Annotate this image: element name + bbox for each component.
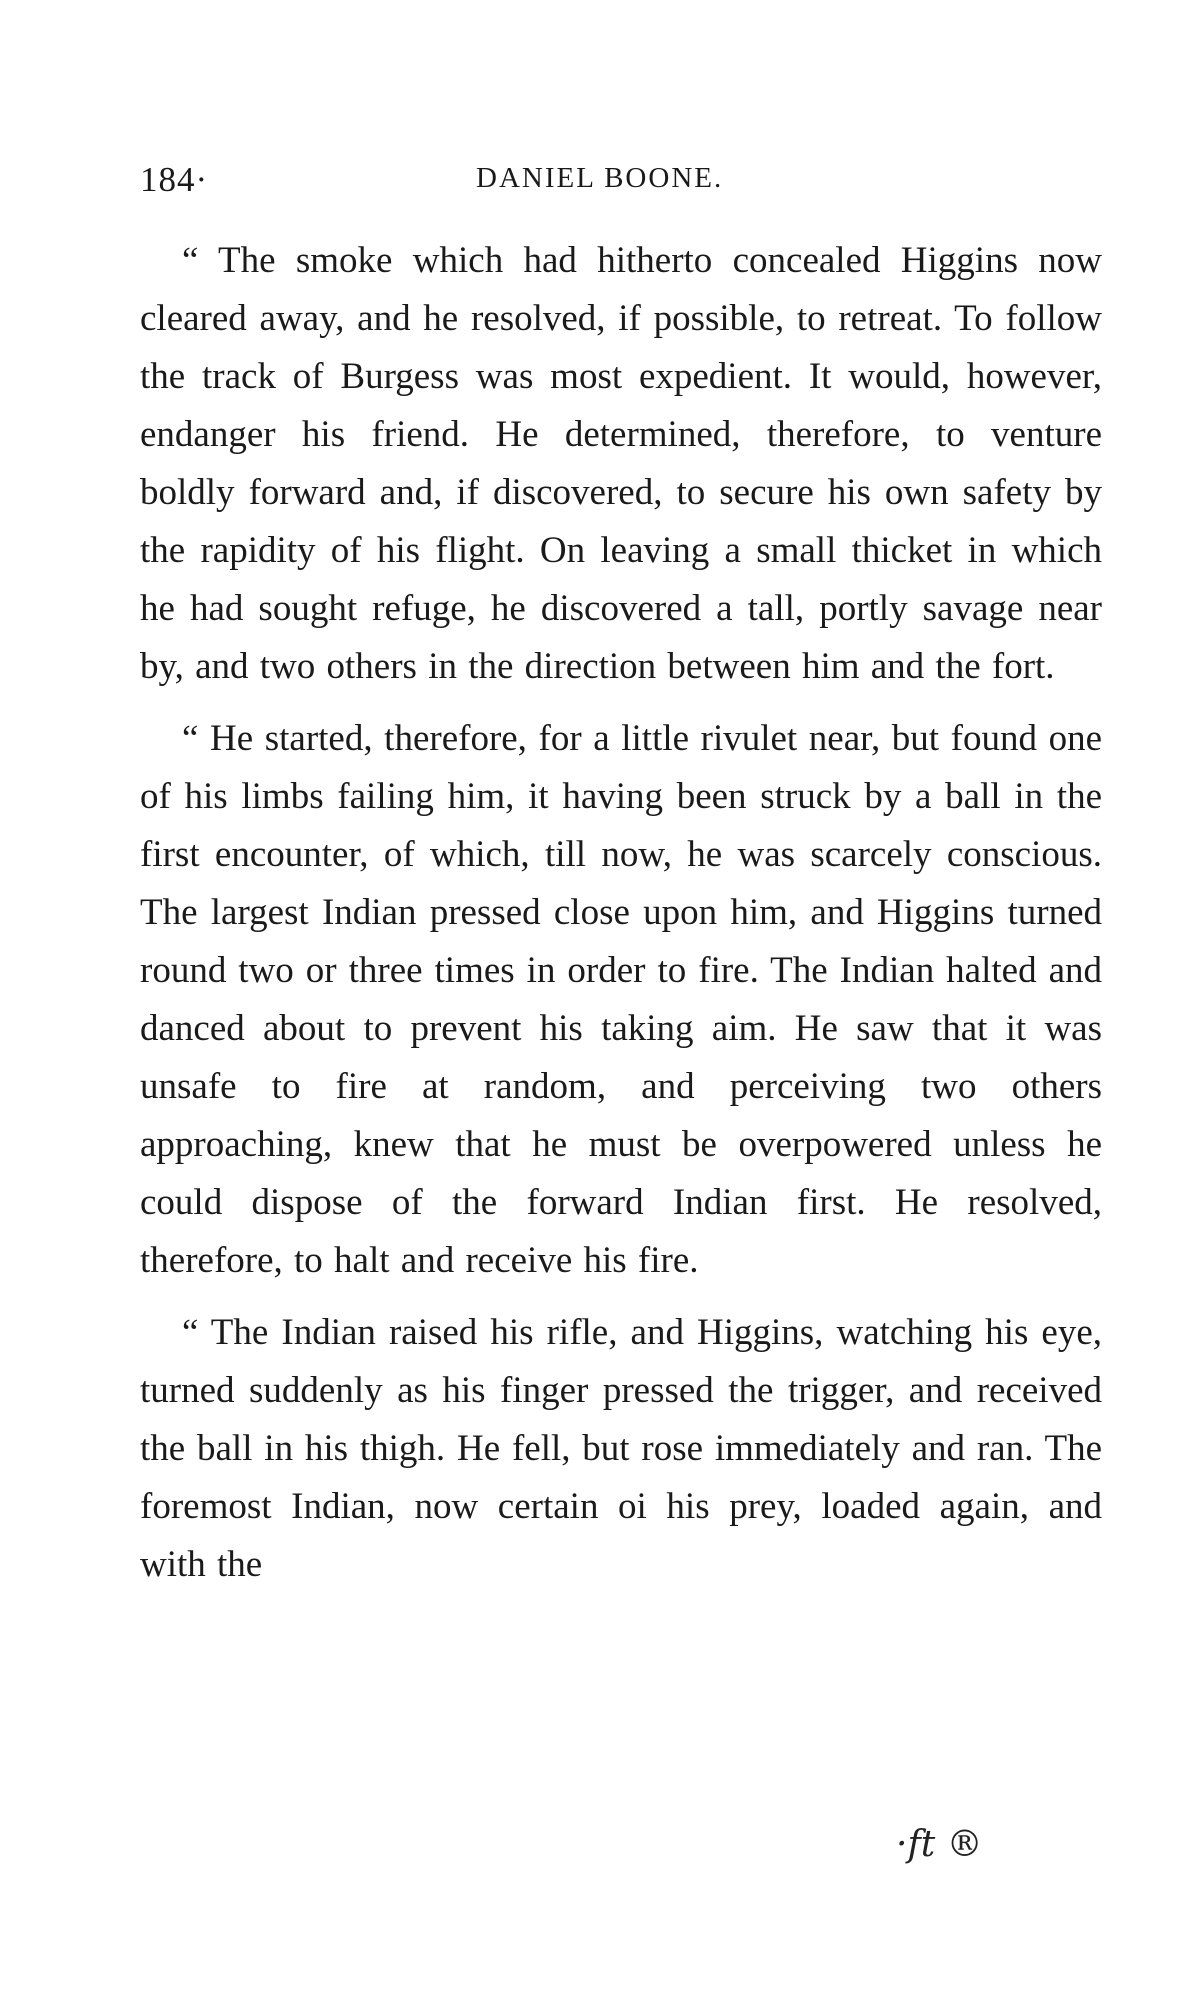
paragraph-2: “ He started, therefore, for a little rivulet near, but found one of his limbs failing him, it having been struck by a ball in the first encounter, of which, till now, he was scarcely conscious. The largest Indian pressed close upon him, and Higgins turned round two or three times in order to fire. The Indian halted and danced about to prevent his taking aim. He saw that it was unsafe to fire at random, and perceiving two others approaching, knew that he must be overpowered unless he could dispose of the forward Indian first. He resolved, therefore, to halt and receive his fire. (140, 718, 1102, 1281)
body-text (140, 232, 1102, 1594)
running-title: DANIEL BOONE. (476, 162, 724, 194)
page-header (140, 160, 1100, 210)
footer-mark: ·ft ® (896, 1824, 983, 1865)
paragraph-1: “ The smoke which had hitherto concealed Higgins now cleared away, and he resolved, if possible, to retreat. To follow the track of Burgess was most expedient. It would, however, endanger his friend. He determined, therefore, to venture boldly forward and, if discovered, to secure his own safety by the rapidity of his flight. On leaving a small thicket in which he had sought refuge, he discovered a tall, portly savage near by, and two others in the direction between him and the fort. (140, 240, 1102, 687)
paragraph-3: “ The Indian raised his rifle, and Higgins, watching his eye, turned suddenly as his finger pressed the trigger, and received the ball in his thigh. He fell, but rose immediately and ran. The foremost Indian, now certain oi his prey, loaded again, and with the (140, 1312, 1102, 1585)
page-number: 184· (140, 160, 209, 199)
